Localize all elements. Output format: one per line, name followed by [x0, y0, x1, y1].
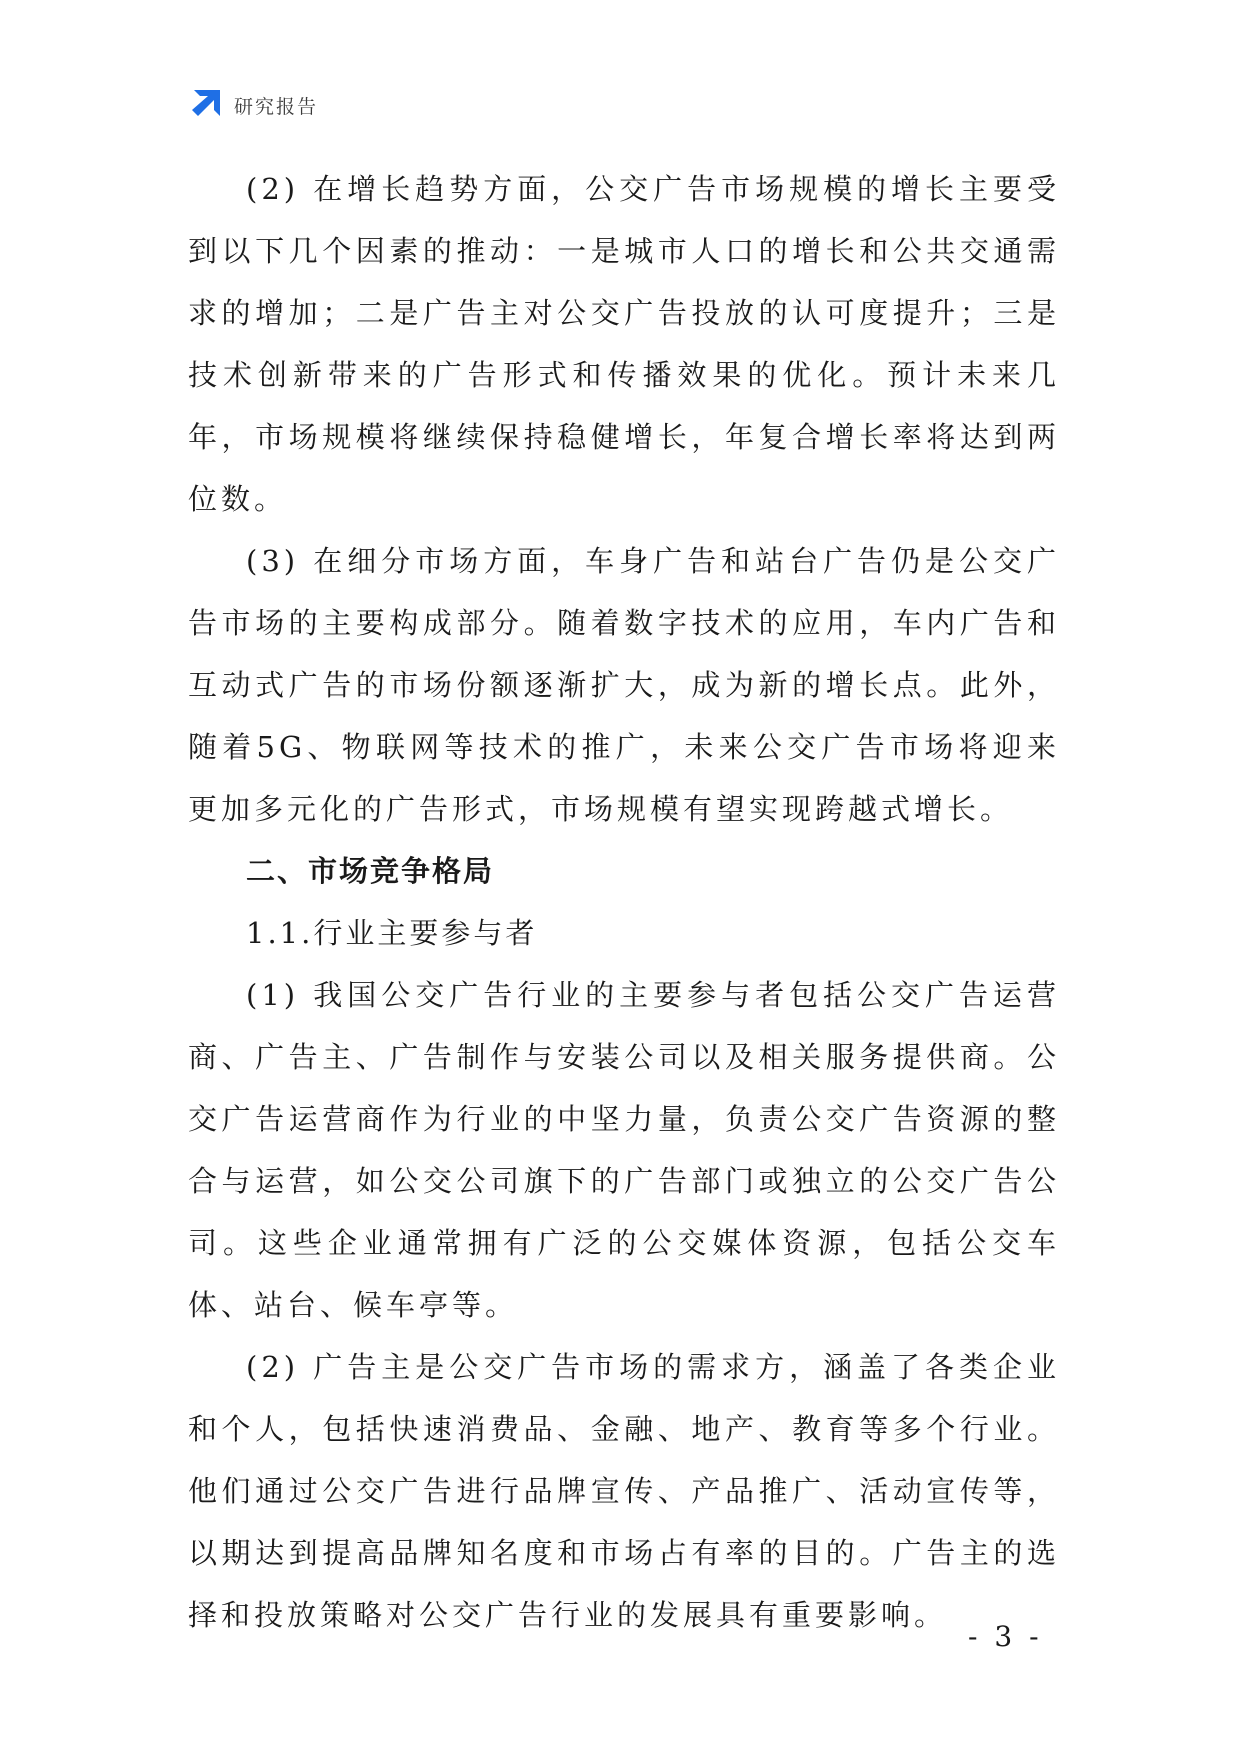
section-heading: 二、市场竞争格局 — [246, 854, 495, 888]
page-number: - 3 - — [968, 1620, 1043, 1653]
report-header — [188, 88, 318, 122]
header-title: 研究报告 — [234, 95, 319, 118]
paragraph-market-segments: (3) 在细分市场方面，车身广告和站台广告仍是公交广告市场的主要构成部分。随着数字技术的应用，车内广告和互动式广告的市场份额逐渐扩大，成为新的增长点。此外，随着5G、物联网等技术的推广，未来公交广告市场将迎来更加多元化的广告形式，市场规模有望实现跨越式增长。 — [188, 544, 1060, 826]
paragraph-advertisers: (2) 广告主是公交广告市场的需求方，涵盖了各类企业和个人，包括快速消费品、金融、地产、教育等多个行业。他们通过公交广告进行品牌宣传、产品推广、活动宣传等，以期达到提高品牌知名度和市场占有率的目的。广告主的选择和投放策略对公交广告行业的发展具有重要影响。 — [188, 1350, 1060, 1632]
document-body — [188, 158, 1060, 1646]
paragraph-growth-trend: (2) 在增长趋势方面，公交广告市场规模的增长主要受到以下几个因素的推动：一是城市人口的增长和公共交通需求的增加；二是广告主对公交广告投放的认可度提升；三是技术创新带来的广告形式和传播效果的优化。预计未来几年，市场规模将继续保持稳健增长，年复合增长率将达到两位数。 — [188, 172, 1060, 516]
arrow-up-right-icon — [188, 88, 222, 122]
paragraph-participants: (1) 我国公交广告行业的主要参与者包括公交广告运营商、广告主、广告制作与安装公司以及相关服务提供商。公交广告运营商作为行业的中坚力量，负责公交广告资源的整合与运营，如公交公司旗下的广告部门或独立的公交广告公司。这些企业通常拥有广泛的公交媒体资源，包括公交车体、站台、候车亭等。 — [188, 978, 1060, 1322]
subsection-heading: 1.1.行业主要参与者 — [246, 916, 538, 950]
